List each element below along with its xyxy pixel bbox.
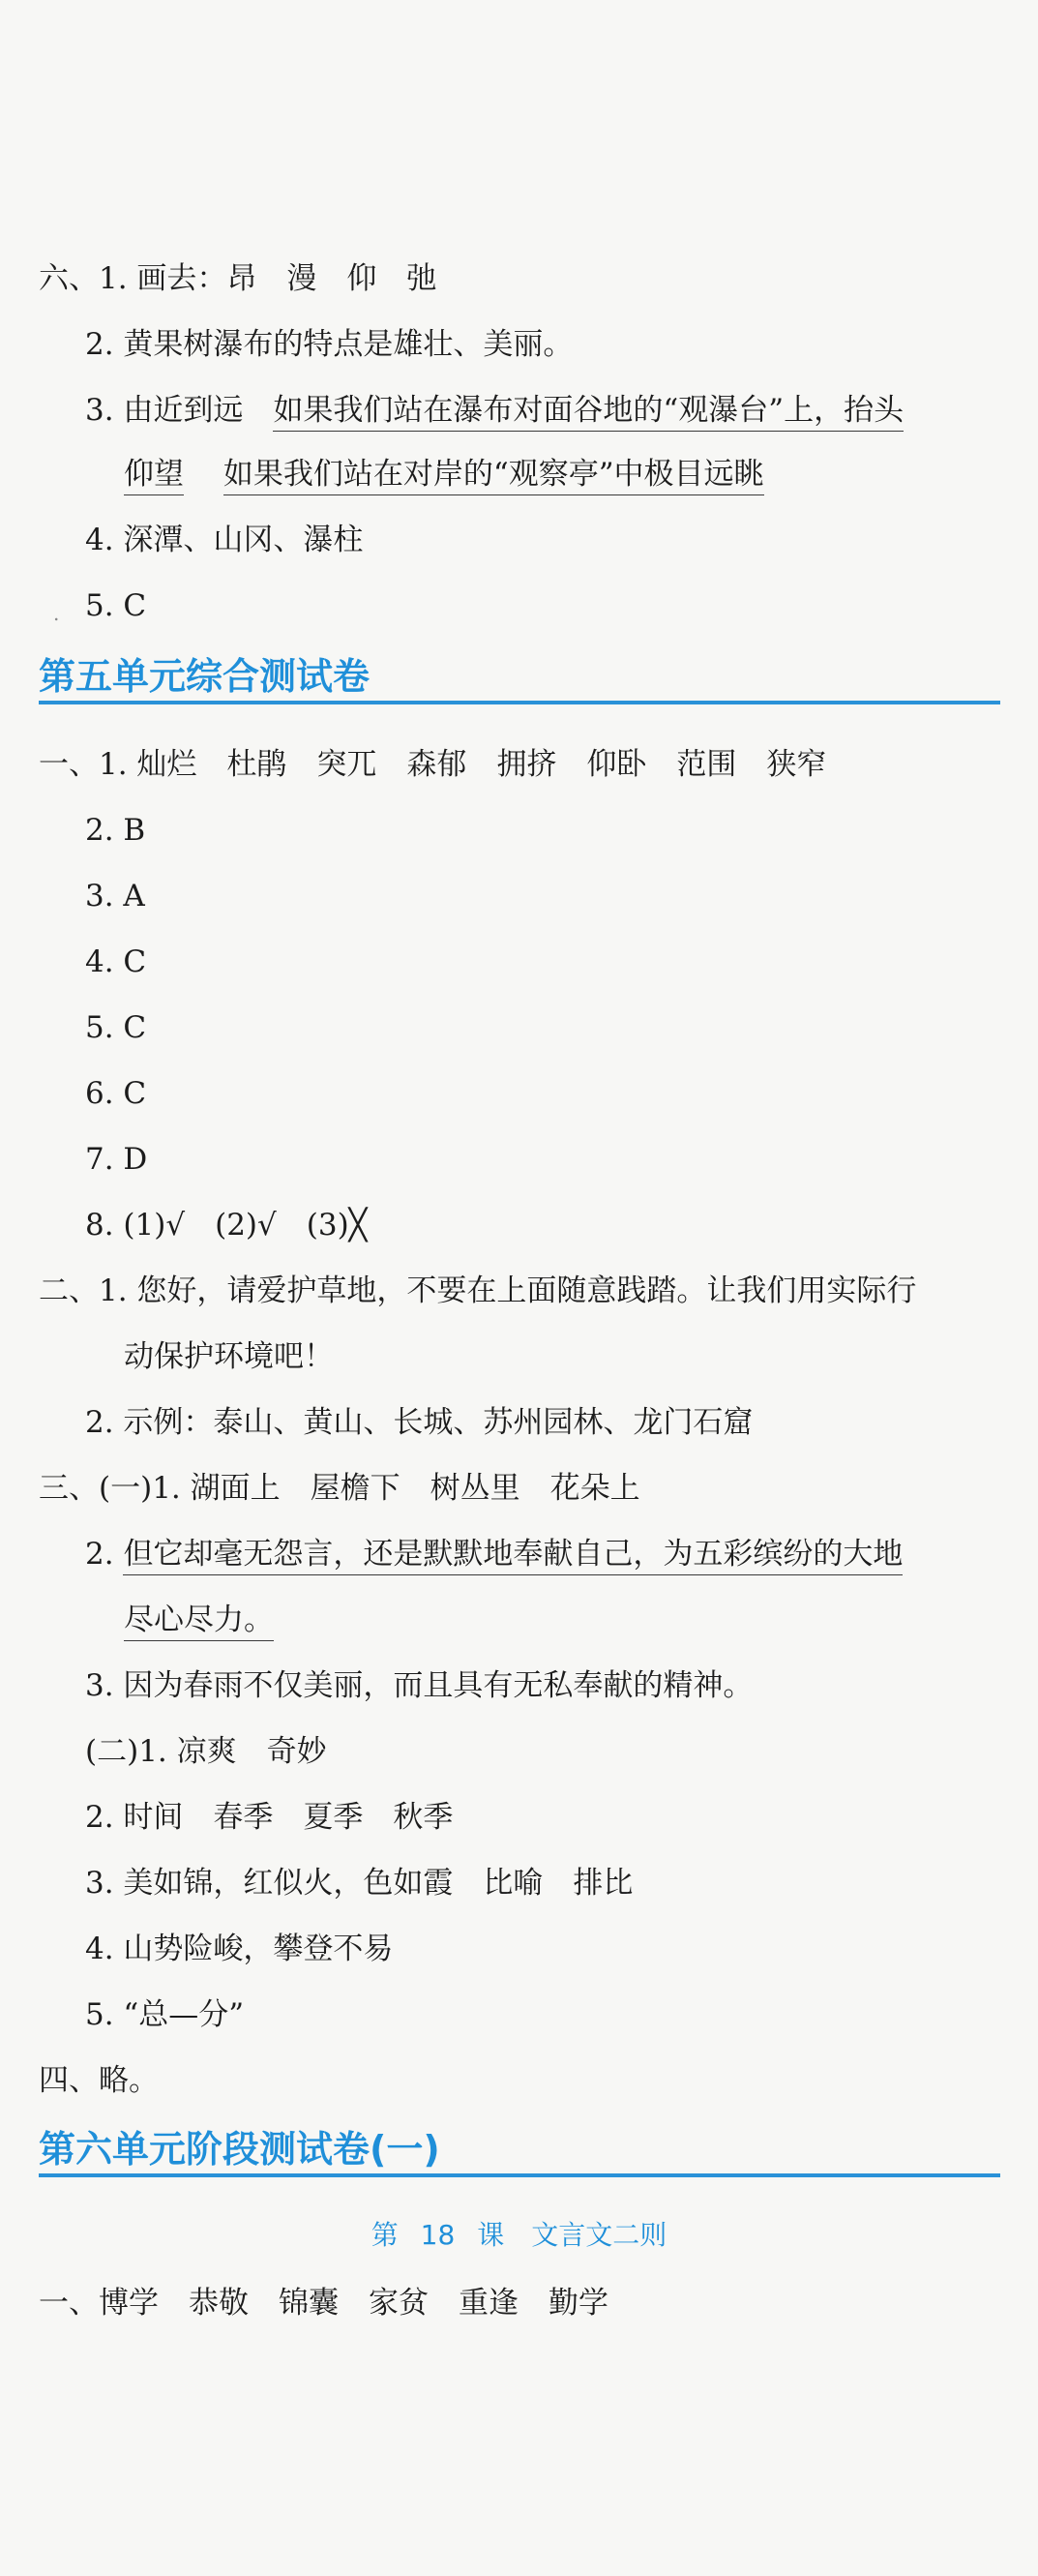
answer-6-3-prefix: 3. 由近到远	[85, 393, 274, 428]
answer-u5-1-2: 2. B	[85, 813, 146, 848]
answer-u5-3b-2: 2. 时间 春季 夏季 秋季	[85, 1800, 454, 1835]
answer-6-3-line2	[124, 455, 764, 495]
unit5-title-rule	[39, 701, 1000, 704]
answer-u5-3-3: 3. 因为春雨不仅美丽，而且具有无私奉献的精神。	[85, 1668, 754, 1703]
answer-u5-1-1: 一、1. 灿烂 杜鹃 突兀 森郁 拥挤 仰卧 范围 狭窄	[39, 747, 827, 782]
answer-6-3-underlined-2: 仰望	[124, 455, 184, 495]
answer-6-3-line1	[85, 391, 904, 432]
answer-u5-1-6: 6. C	[85, 1076, 147, 1111]
answer-u5-2-2: 2. 示例：泰山、黄山、长城、苏州园林、龙门石窟	[85, 1405, 754, 1440]
stray-mark: .	[53, 602, 60, 625]
answer-u6-1: 一、博学 恭敬 锦囊 家贫 重逢 勤学	[39, 2286, 608, 2321]
answer-u5-3-2-underlined-1: 但它却毫无怨言，还是默默地奉献自己，为五彩缤纷的大地	[123, 1535, 903, 1575]
answer-u5-4: 四、略。	[39, 2063, 159, 2098]
answer-u5-1-3: 3. A	[85, 879, 145, 914]
lesson-title: 第 18 课 文言文二则	[371, 2219, 667, 2251]
answer-u5-1-8: 8. (1)√ (2)√ (3)╳	[85, 1208, 368, 1243]
answer-u5-3b-4: 4. 山势险峻，攀登不易	[85, 1932, 394, 1966]
answer-u5-3-2-prefix: 2.	[85, 1537, 124, 1572]
answer-u5-3b-5: 5. “总—分”	[85, 1997, 245, 2032]
answer-6-2: 2. 黄果树瀑布的特点是雄壮、美丽。	[85, 327, 574, 362]
answer-u5-3-2-underlined-2: 尽心尽力。	[124, 1601, 274, 1641]
answer-6-1: 六、1. 画去：昂 漫 仰 弛	[39, 261, 437, 296]
unit6-title: 第六单元阶段测试卷(一)	[39, 2128, 440, 2171]
answer-u5-3-2-line2	[124, 1601, 274, 1641]
answer-u5-1-7: 7. D	[85, 1142, 148, 1177]
answer-6-4: 4. 深潭、山冈、瀑柱	[85, 523, 364, 557]
answer-u5-3b-1: (二)1. 凉爽 奇妙	[85, 1734, 327, 1769]
answer-u5-2-1-line1: 二、1. 您好，请爱护草地，不要在上面随意践踏。让我们用实际行	[39, 1273, 917, 1308]
answer-6-3-underlined-3: 如果我们站在对岸的“观察亭”中极目远眺	[223, 455, 764, 495]
answer-u5-3-2-line1	[85, 1535, 903, 1575]
unit5-title: 第五单元综合测试卷	[39, 655, 371, 698]
unit6-title-rule	[39, 2173, 1000, 2177]
answer-6-5: 5. C	[85, 588, 147, 623]
answer-6-3-underlined-1: 如果我们站在瀑布对面谷地的“观瀑台”上，抬头	[273, 391, 904, 432]
answer-u5-3-1: 三、(一)1. 湖面上 屋檐下 树丛里 花朵上	[39, 1471, 640, 1506]
answer-u5-3b-3: 3. 美如锦，红似火，色如霞 比喻 排比	[85, 1866, 634, 1901]
answer-u5-1-5: 5. C	[85, 1010, 147, 1045]
answer-u5-1-4: 4. C	[85, 944, 147, 979]
answer-u5-2-1-line2: 动保护环境吧！	[124, 1339, 334, 1374]
